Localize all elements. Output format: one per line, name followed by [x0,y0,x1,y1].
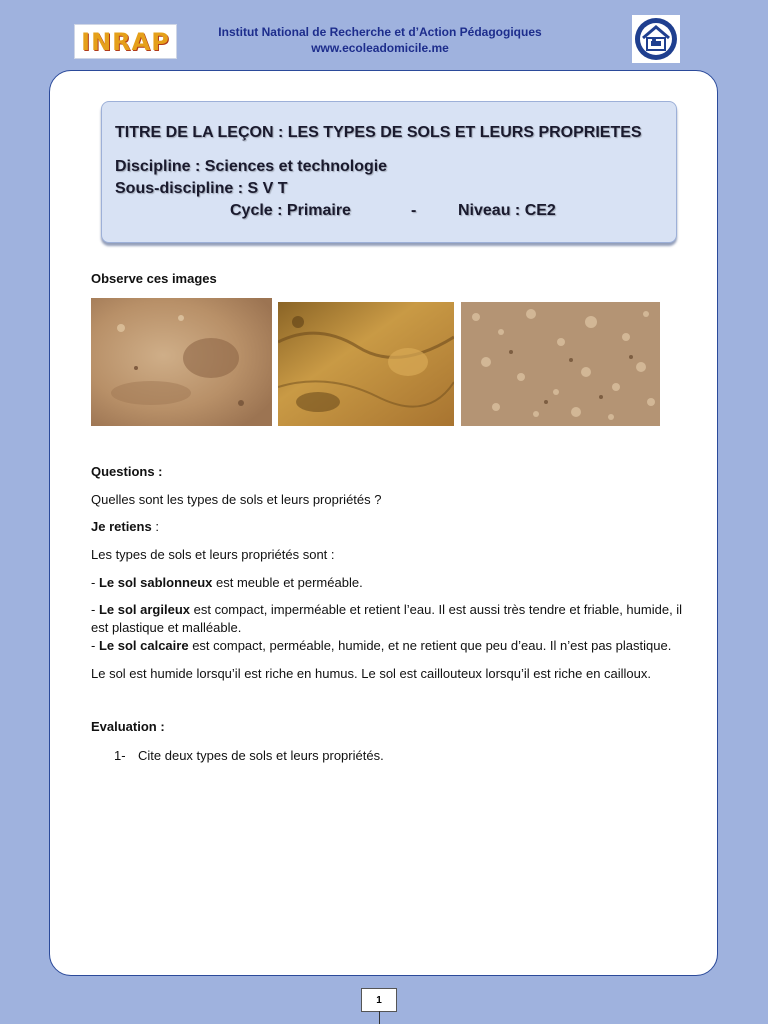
lesson-niveau: Niveau : CE2 [458,202,556,219]
calcaire-dash: - [91,638,99,653]
je-retiens-intro: Les types de sols et leurs propriétés sont : [91,547,335,562]
argileux-dash: - [91,602,99,617]
inrap-logo [74,24,177,59]
lesson-cycle: Cycle : Primaire [230,202,351,219]
questions-heading: Questions : [91,464,163,479]
je-retiens-colon: : [151,519,159,534]
observe-label: Observe ces images [91,271,217,286]
institute-name: Institut National de Recherche et d’Action Pédagogiques [218,25,542,39]
sol-argileux-name: Le sol argileux [98,602,190,617]
evaluation-item-number: 1- [114,748,126,763]
school-house-icon [632,15,680,63]
page-number-line [379,1011,380,1024]
sol-argileux-line [91,602,682,617]
lesson-discipline: Discipline : Sciences et technologie [115,158,388,175]
inrap-logo-text: INRAP [81,27,170,56]
clay-soil-photo [278,302,454,426]
je-retiens-heading: Je retiens [91,519,152,534]
evaluation-item-text: Cite deux types de sols et leurs propriétés. [138,748,384,763]
lesson-title-box [101,101,677,243]
sol-sablonneux-name: Le sol sablonneux [98,575,213,590]
sableux-dash: - [91,575,99,590]
sandy-soil-photo [91,298,272,426]
lesson-separator: - [411,202,417,219]
sol-calcaire-name: Le sol calcaire [98,638,189,653]
je-retiens-line [91,519,159,534]
sol-argileux-desc-2: est plastique et malléable. [91,620,242,635]
institute-website[interactable]: www.ecoleadomicile.me [311,41,449,55]
sol-calcaire-line [91,638,671,653]
sol-sablonneux-desc: est meuble et perméable. [212,575,363,590]
lesson-sous-discipline: Sous-discipline : S V T [115,180,288,197]
sol-calcaire-desc: est compact, perméable, humide, et ne retient que peu d’eau. Il n’est pas plastique. [188,638,672,653]
limestone-soil-photo [461,302,660,426]
evaluation-heading: Evaluation : [91,719,165,734]
header-institute [180,24,580,56]
page-number: 1 [361,988,397,1012]
lesson-title: TITRE DE LA LEÇON : LES TYPES DE SOLS ET LEURS PROPRIETES [115,124,642,141]
conclusion-text: Le sol est humide lorsqu’il est riche en humus. Le sol est caillouteux lorsqu’il est riche en cailloux. [91,666,652,681]
question-1: Quelles sont les types de sols et leurs propriétés ? [91,492,382,507]
sol-sablonneux-line [91,575,363,590]
sol-argileux-desc: est compact, imperméable et retient l’eau. Il est aussi très tendre et friable, humide, il [190,602,683,617]
